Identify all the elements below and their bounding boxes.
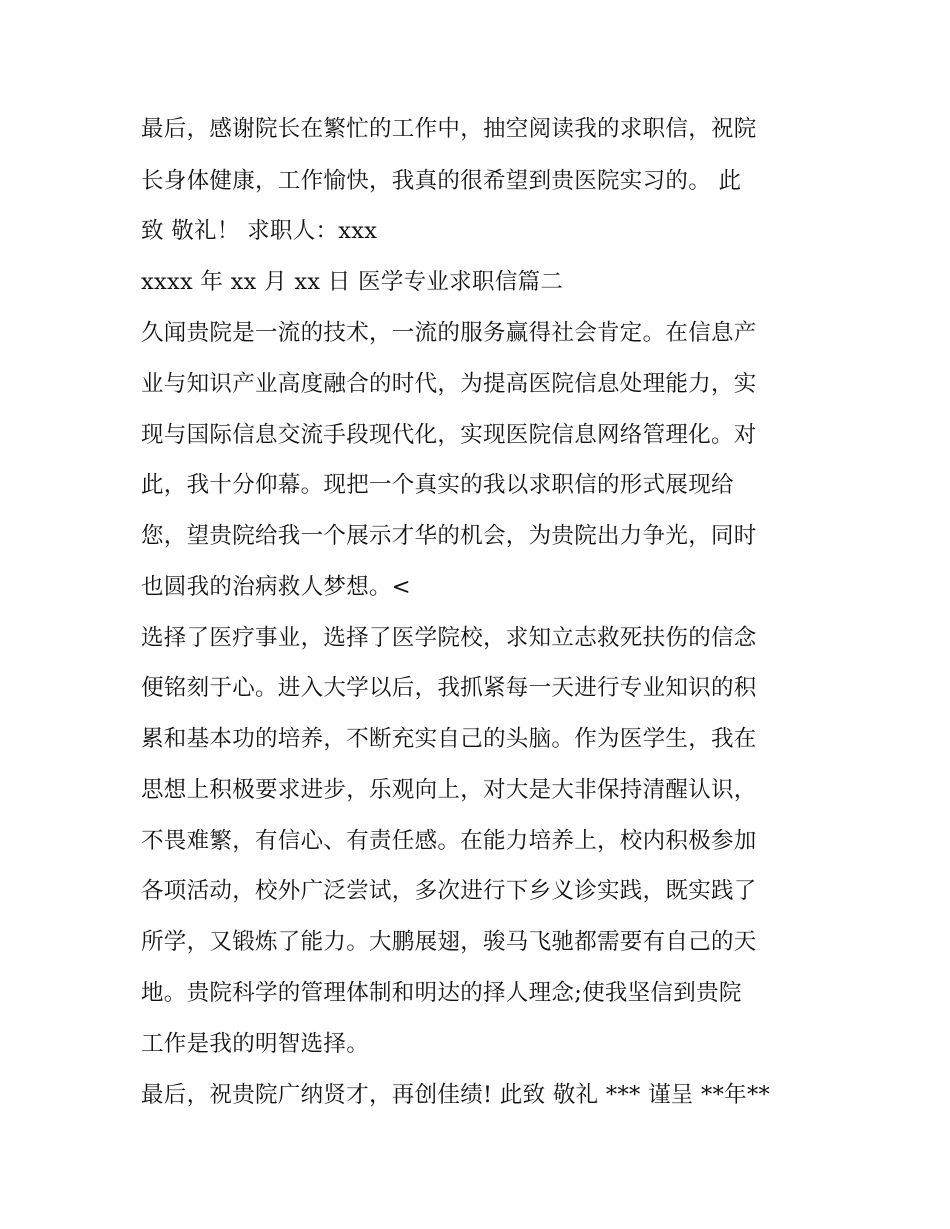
text-line: xxxx 年 xx 月 xx 日 医学专业求职信篇二 — [141, 269, 564, 295]
text-line: 业与知识产业高度融合的时代，为提高医院信息处理能力，实 — [141, 371, 757, 397]
text-line: 现与国际信息交流手段现代化，实现医院信息网络管理化。对 — [141, 422, 757, 448]
text-line: 致 敬礼！ 求职人：xxx — [141, 218, 378, 244]
text-line: 久闻贵院是一流的技术，一流的服务赢得社会肯定。在信息产 — [141, 320, 757, 346]
text-line: 工作是我的明智选择。 — [141, 1031, 370, 1057]
text-line: 思想上积极要求进步，乐观向上，对大是大非保持清醒认识， — [141, 777, 757, 803]
text-line: 地。贵院科学的管理体制和明达的择人理念;使我坚信到贵院 — [141, 980, 742, 1006]
text-line: 累和基本功的培养，不断充实自己的头脑。作为医学生，我在 — [141, 726, 757, 752]
text-line: 便铭刻于心。进入大学以后，我抓紧每一天进行专业知识的积 — [141, 675, 757, 701]
text-line: 长身体健康，工作愉快，我真的很希望到贵医院实习的。 此 — [141, 168, 742, 194]
text-line: 您，望贵院给我一个展示才华的机会，为贵院出力争光，同时 — [141, 523, 757, 549]
text-line: 不畏难繁，有信心、有责任感。在能力培养上，校内积极参加 — [141, 828, 757, 854]
text-line: 各项活动，校外广泛尝试，多次进行下乡义诊实践，既实践了 — [141, 878, 757, 904]
text-line: 也圆我的治病救人梦想。< — [141, 574, 411, 600]
text-line: 选择了医疗事业，选择了医学院校，求知立志救死扶伤的信念 — [141, 625, 757, 651]
text-line: 所学，又锻炼了能力。大鹏展翅，骏马飞驰都需要有自己的天 — [141, 929, 757, 955]
text-line: 此，我十分仰幕。现把一个真实的我以求职信的形式展现给 — [141, 472, 734, 498]
text-line: 最后，祝贵院广纳贤才，再创佳绩! 此致 敬礼 *** 谨呈 **年** — [141, 1082, 771, 1108]
text-line: 最后，感谢院长在繁忙的工作中，抽空阅读我的求职信，祝院 — [141, 116, 757, 142]
